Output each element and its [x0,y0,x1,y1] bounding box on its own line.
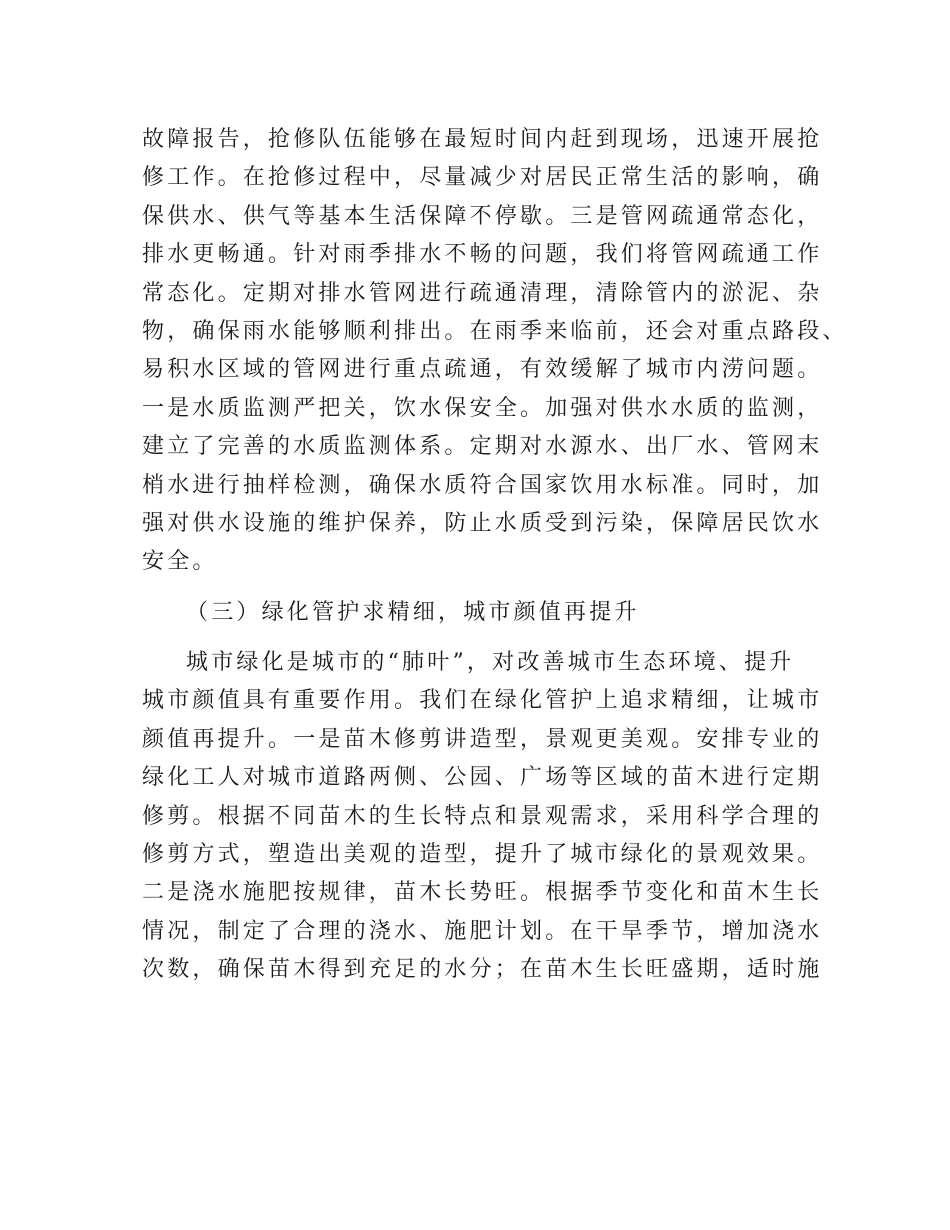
paragraph-line: 安全。 [142,549,218,575]
paragraph-line: 颜值再提升。一是苗木修剪讲造型，景观更美观。安排专业的 [142,726,823,752]
paragraph-line: 绿化工人对城市道路两侧、公园、广场等区域的苗木进行定期 [142,765,823,791]
paragraph-line: 物，确保雨水能够顺利排出。在雨季来临前，还会对重点路段、 [142,318,848,344]
paragraph-line: 常态化。定期对排水管网进行疏通清理，清除管内的淤泥、杂 [142,280,823,306]
paragraph-line: 修剪方式，塑造出美观的造型，提升了城市绿化的景观效果。 [142,842,823,868]
paragraph-line: 易积水区域的管网进行重点疏通，有效缓解了城市内涝问题。 [142,357,823,383]
paragraph-line: 故障报告，抢修队伍能够在最短时间内赶到现场，迅速开展抢 [142,127,823,152]
paragraph-line: 一是水质监测严把关，饮水保安全。加强对供水水质的监测， [142,395,823,421]
paragraph-line: 情况，制定了合理的浇水、施肥计划。在干旱季节，增加浇水 [142,918,823,944]
paragraph-line: 修工作。在抢修过程中，尽量减少对居民正常生活的影响，确 [142,165,823,191]
document-body [142,121,848,990]
section-heading: （三）绿化管护求精细，城市颜值再提升 [186,599,640,625]
paragraph-line: 城市颜值具有重要作用。我们在绿化管护上追求精细，让城市 [142,688,823,714]
paragraph-line: 排水更畅通。针对雨季排水不畅的问题，我们将管网疏通工作 [142,242,823,268]
paragraph-line: 建立了完善的水质监测体系。定期对水源水、出厂水、管网末 [142,434,823,460]
paragraph-line: 次数，确保苗木得到充足的水分；在苗木生长旺盛期，适时施 [142,957,823,983]
paragraph-line: 强对供水设施的维护保养，防止水质受到污染，保障居民饮水 [142,510,823,536]
paragraph-line: 保供水、供气等基本生活保障不停歇。三是管网疏通常态化， [142,203,823,229]
paragraph-line: 梢水进行抽样检测，确保水质符合国家饮用水标准。同时，加 [142,472,823,498]
paragraph-line: 二是浇水施肥按规律，苗木长势旺。根据季节变化和苗木生长 [142,880,823,906]
paragraph-line: 修剪。根据不同苗木的生长特点和景观需求，采用科学合理的 [142,803,823,829]
paragraph-line: 城市绿化是城市的“肺叶”，对改善城市生态环境、提升 [186,650,795,676]
